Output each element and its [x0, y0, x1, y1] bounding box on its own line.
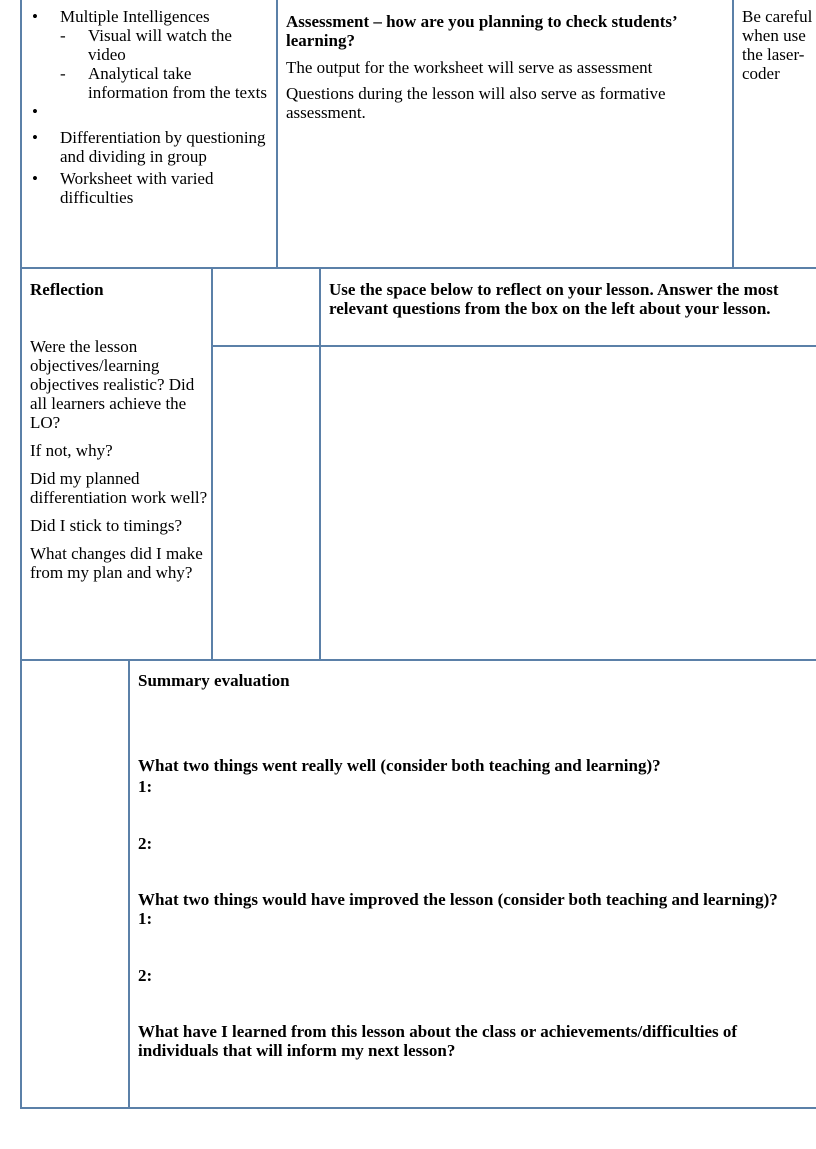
sub-list-item-text: Analytical take information from the texts [88, 64, 267, 102]
list-item-text: Multiple Intelligences [60, 7, 210, 26]
list-item [22, 7, 272, 102]
top-row-divider-2 [732, 0, 734, 268]
reflection-question: Did I stick to timings? [30, 516, 183, 535]
reflection-question: What changes did I make from my plan and why? [30, 544, 203, 582]
summary-divider [128, 660, 130, 1109]
differentiation-cell [22, 7, 272, 207]
went-well-question: What two things went really well (consider both teaching and learning)? [138, 756, 661, 775]
assessment-cell [286, 12, 726, 122]
table-bottom-border [20, 1107, 816, 1109]
assessment-heading: Assessment – how are you planning to check students’ learning? [286, 12, 677, 50]
reflection-prompt: Use the space below to reflect on your lesson. Answer the most relevant questions from the box on the left about your lesson. [329, 280, 779, 318]
reflection-question: Did my planned differentiation work well? [30, 469, 208, 507]
sub-list-item [60, 64, 272, 102]
reflection-question: Were the lesson objectives/learning objectives realistic? Did all learners achieve the LO? [30, 337, 195, 432]
went-well-answer-2-label: 2: [138, 834, 153, 853]
safety-note: Be careful when use the laser-coder [742, 7, 813, 83]
list-item-text: Worksheet with varied difficulties [60, 169, 214, 207]
reflection-bottom-border [20, 659, 816, 661]
safety-note-cell [742, 7, 816, 83]
summary-evaluation-cell [138, 671, 814, 1060]
improve-answer-1-label: 1: [138, 909, 153, 928]
reflection-question: If not, why? [30, 441, 113, 460]
improve-question: What two things would have improved the lesson (consider both teaching and learning)? [138, 890, 778, 909]
assessment-text: Questions during the lesson will also serve as formative assessment. [286, 84, 666, 122]
improve-answer-2-label: 2: [138, 966, 153, 985]
assessment-text: The output for the worksheet will serve as assessment [286, 58, 653, 77]
reflection-prompt-cell [329, 280, 816, 318]
learned-question: What have I learned from this lesson about the class or achievements/difficulties of individuals that will inform my next lesson? [138, 1022, 738, 1060]
list-item-text: Differentiation by questioning and dividing in group [60, 128, 266, 166]
reflection-heading: Reflection [30, 280, 104, 299]
list-spacer [22, 102, 272, 128]
intelligences-sublist [60, 26, 272, 102]
top-row-divider-1 [276, 0, 278, 268]
reflection-questions-cell [30, 280, 208, 582]
list-item [22, 169, 272, 207]
list-item [22, 128, 272, 166]
went-well-answer-1-label: 1: [138, 777, 153, 796]
sub-list-item [60, 26, 272, 64]
reflection-answer-area[interactable] [321, 347, 816, 659]
differentiation-list [22, 7, 272, 207]
sub-list-item-text: Visual will watch the video [88, 26, 232, 64]
top-row-bottom-border [20, 267, 816, 269]
reflection-divider-1 [211, 268, 213, 660]
summary-heading: Summary evaluation [138, 671, 290, 690]
